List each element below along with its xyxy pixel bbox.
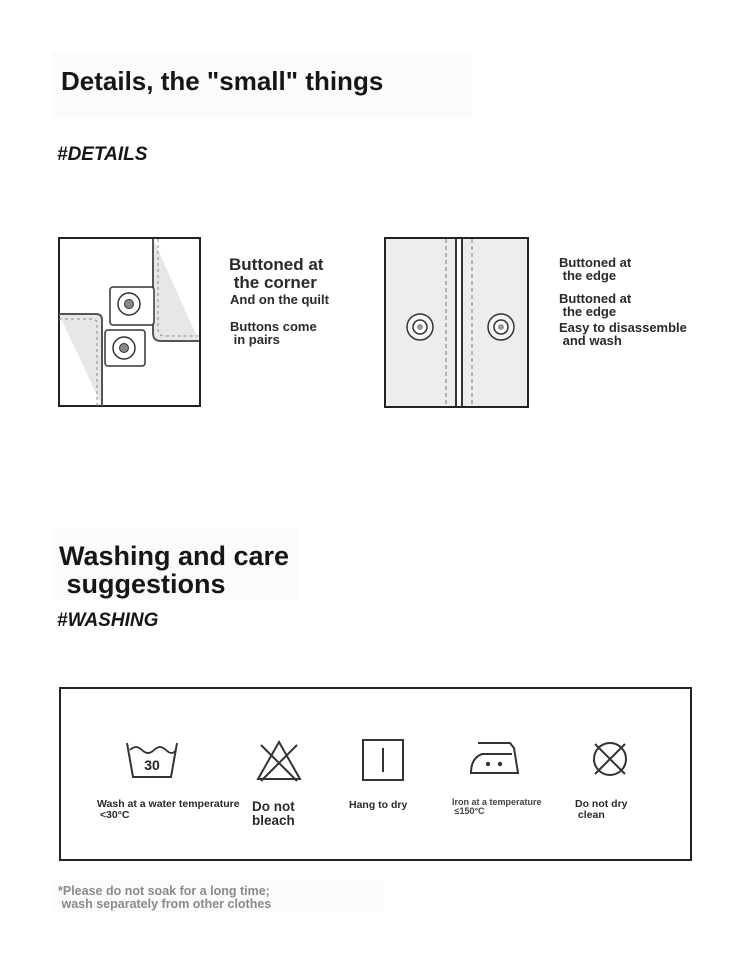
care-label-dry-clean: Do not dry clean (575, 798, 628, 821)
washing-title: Washing and care suggestions (59, 541, 290, 599)
no-dry-clean-icon (591, 740, 629, 778)
iron-150-icon (468, 740, 522, 776)
no-bleach-icon (255, 739, 303, 783)
corner-sub: And on the quilt (230, 292, 329, 307)
washing-tag: #WASHING (57, 610, 159, 631)
corner-button-illustration (58, 237, 201, 407)
care-footnote-box (52, 880, 384, 912)
care-footnote: *Please do not soak for a long time; wash separately from other clothes (58, 884, 272, 911)
wash-30-icon (125, 740, 179, 780)
care-label-iron: Iron at a temperature ≤150°C (452, 797, 542, 816)
care-label-bleach: Do not bleach (252, 799, 295, 828)
corner-note: Buttons come in pairs (230, 319, 317, 347)
edge-button-illustration (384, 237, 529, 408)
edge-heading-1: Buttoned at the edge (559, 255, 632, 283)
corner-heading: Buttoned at the corner (229, 255, 324, 292)
details-title-box (52, 52, 472, 118)
details-tag: #DETAILS (57, 144, 148, 165)
details-title: Details, the "small" things (61, 66, 384, 96)
care-label-wash: Wash at a water temperature <30°C (97, 798, 240, 821)
care-label-hang: Hang to dry (349, 799, 408, 811)
washing-title-box (52, 528, 298, 600)
edge-heading-2: Buttoned at the edge (559, 291, 632, 319)
wash-temp-badge: 30 (144, 757, 160, 773)
hang-dry-icon (361, 738, 405, 782)
edge-note: Easy to disassemble and wash (559, 320, 687, 348)
